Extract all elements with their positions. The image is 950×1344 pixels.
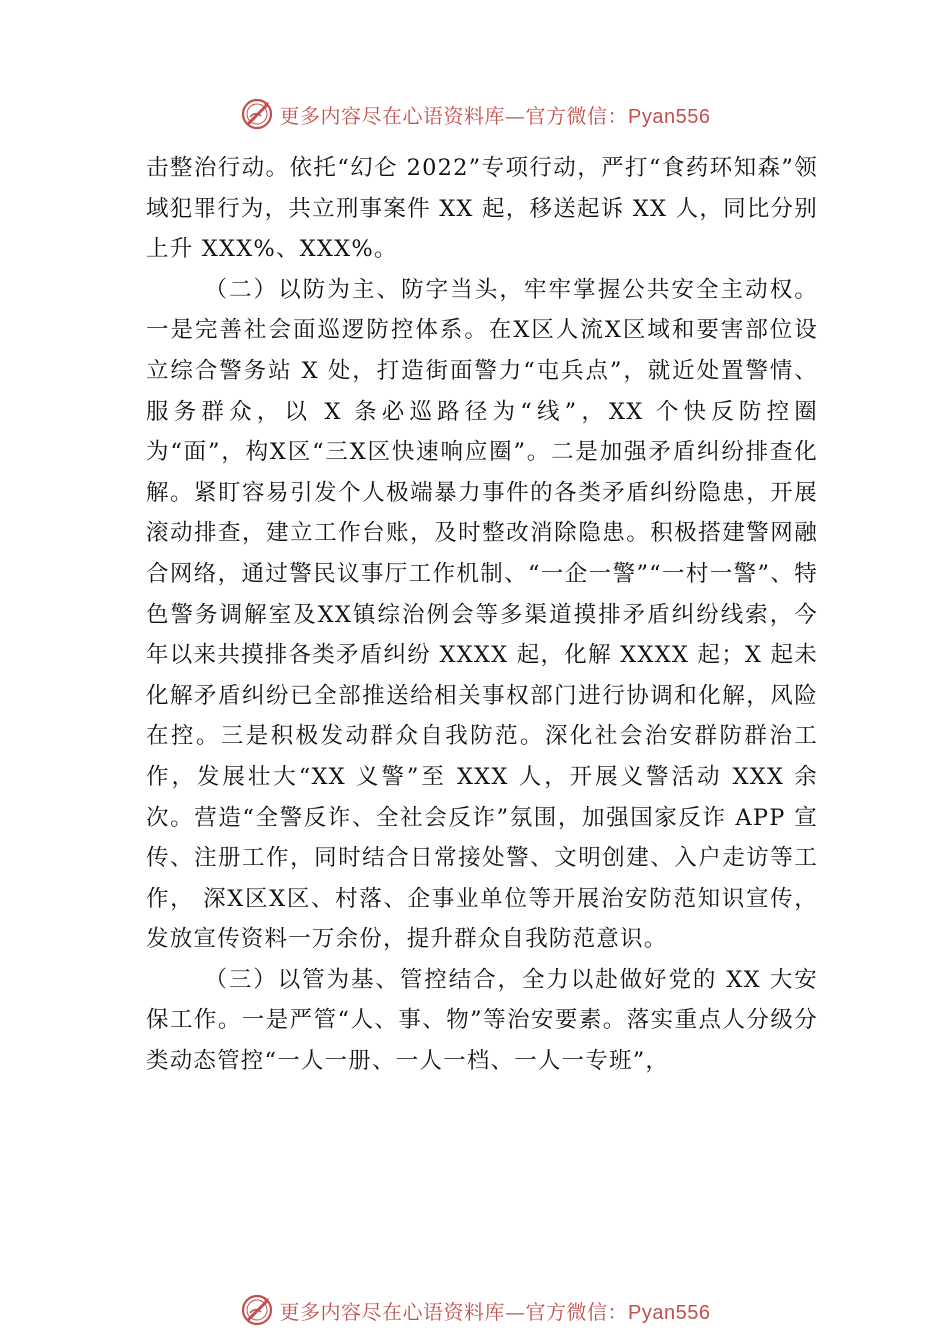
banner-text [280,100,711,129]
body-paragraph: （三）以管为基、管控结合，全力以赴做好党的 XX 大安保工作。一是严管“人、事、物”等治安要素。落实重点人分级分类动态管控“一人一册、一人一档、一人一专班”， [146,966,818,1075]
wechat-id: Pyan556 [628,105,711,128]
banner-title: 更多内容尽在心语资料库—官方微信： [279,103,629,128]
wechat-id: Pyan556 [628,1301,711,1324]
body-paragraph: 击整治行动。依托“幻仑 2022”专项行动，严打“食药环知森”领域犯罪行为，共立刑事案件 XX 起，移送起诉 XX 人，同比分别上升 XXX%、XXX%。 [146,155,818,263]
banner-text [280,1296,711,1325]
banner-inner [240,97,711,131]
footer-watermark-banner [0,1288,950,1332]
pen-seal-logo-icon [240,97,274,131]
document-body [146,148,818,1082]
header-watermark-banner [0,92,950,136]
banner-title: 更多内容尽在心语资料库—官方微信： [279,1299,629,1324]
body-paragraph: （二）以防为主、防字当头，牢牢掌握公共安全主动权。一是完善社会面巡逻防控体系。在X区人流X区域和要害部位设立综合警务站 X 处，打造街面警力“屯兵点”，就近处置警情、服务群众，以 X 条必巡路径为“线”，XX 个快反防控圈为“面”，构X区“三X区快速响应圈”。二是加强矛盾纠纷排查化解。紧盯容易引发个人极端暴力事件的各类矛盾纠纷隐患，开展滚动排查，建立工作台账，及时整改消除隐患。积极搭建警网融合网络，通过警民议事厅工作机制、“一企一警”“一村一警”、特色警务调解室及XX镇综治例会等多渠道摸排矛盾纠纷线索，今年以来共摸排各类矛盾纠纷 XXXX 起，化解 XXXX 起；X 起未化解矛盾纠纷已全部推送给相关事权部门进行协调和化解，风险在控。三是积极发动群众自我防范。深化社会治安群防群治工作，发展壮大“XX 义警”至 XXX 人，开展义警活动 XXX 余次。营造“全警反诈、全社会反诈”氛围，加强国家反诈 APP 宣传、注册工作，同时结合日常接处警、文明创建、入户走访等工作， 深X区X区、村落、企事业单位等开展治安防范知识宣传， 发放宣传资料一万余份，提升群众自我防范意识。 [146,276,818,953]
pen-seal-logo-icon [240,1293,274,1327]
banner-inner [240,1293,711,1327]
